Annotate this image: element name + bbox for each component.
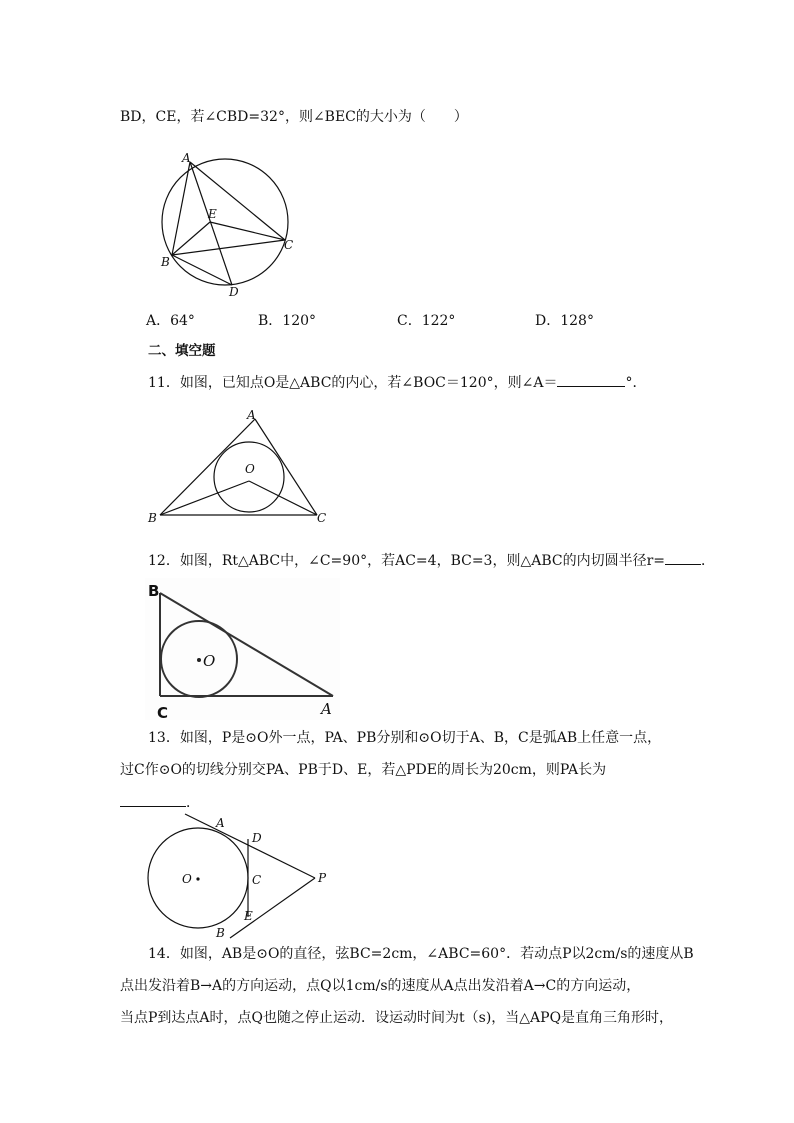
q14-line-1: 14．如图，AB是⊙O的直径，弦BC=2cm，∠ABC=60°．若动点P以2cm/s的速度从B	[148, 946, 694, 962]
q13-line-2: 过C作⊙O的切线分别交PA、PB于D、E，若△PDE的周长为20cm，则PA长为	[120, 762, 607, 778]
q12-label-c: C	[157, 704, 169, 722]
q13-line-3	[120, 792, 200, 813]
q11-question-text	[148, 372, 646, 393]
section-title: 二、填空题	[148, 343, 216, 359]
q11-text-before: 11．如图，已知点O是△ABC的内心，若∠BOC＝120°，则∠A＝	[148, 375, 558, 391]
q13-label-d: D	[252, 831, 262, 845]
q12-answer-blank	[665, 550, 701, 565]
q10-label-e: E	[208, 207, 217, 221]
q13-label-a: A	[216, 816, 225, 830]
q12-text-before: 12．如图，Rt△ABC中，∠C=90°，若AC=4，BC=3，则△ABC的内切圆半径r=	[148, 553, 666, 569]
q10-option-b: B．120°	[258, 313, 317, 329]
q13-label-o: O	[182, 872, 192, 886]
q12-label-a: A	[321, 700, 332, 718]
q10-figure	[150, 150, 300, 300]
q13-line-1: 13．如图，P是⊙O外一点，PA、PB分别和⊙O切于A、B，C是弧AB上任意一点，	[148, 730, 662, 746]
q11-label-a: A	[247, 408, 256, 422]
q12-text-after: ．	[701, 553, 716, 569]
q11-label-c: C	[317, 511, 327, 525]
q11-label-b: B	[148, 511, 157, 525]
q10-option-d: D．128°	[535, 313, 594, 329]
q11-answer-blank	[557, 372, 625, 387]
q10-option-c: C．122°	[397, 313, 456, 329]
q14-line-3: 当点P到达点A时，点Q也随之停止运动．设运动时间为t（s)，当△APQ是直角三角形时，	[120, 1010, 674, 1026]
q13-label-b: B	[216, 926, 225, 940]
q12-question-text	[148, 550, 715, 571]
q10-label-c: C	[284, 238, 294, 252]
q12-label-o: O	[203, 652, 216, 670]
q13-label-e: E	[244, 909, 253, 923]
q10-option-a: A．64°	[146, 313, 195, 329]
q13-figure	[140, 812, 340, 942]
q10-label-b: B	[161, 255, 170, 269]
q12-label-b: B	[148, 582, 160, 600]
q10-question-text: BD，CE，若∠CBD=32°，则∠BEC的大小为（ ）	[120, 109, 468, 125]
q10-label-a: A	[182, 151, 191, 165]
q14-line-2: 点出发沿着B→A的方向运动，点Q以1cm/s的速度从A点出发沿着A→C的方向运动，	[120, 978, 641, 994]
q11-text-after: °．	[625, 375, 647, 391]
q13-answer-blank	[120, 792, 186, 807]
q10-label-d: D	[229, 285, 239, 299]
q13-label-c: C	[252, 873, 262, 887]
q12-figure	[145, 578, 340, 720]
q11-label-o: O	[245, 462, 255, 476]
q13-label-p: P	[318, 871, 327, 885]
q13-text-after: ．	[186, 795, 200, 811]
q11-figure	[145, 405, 335, 530]
